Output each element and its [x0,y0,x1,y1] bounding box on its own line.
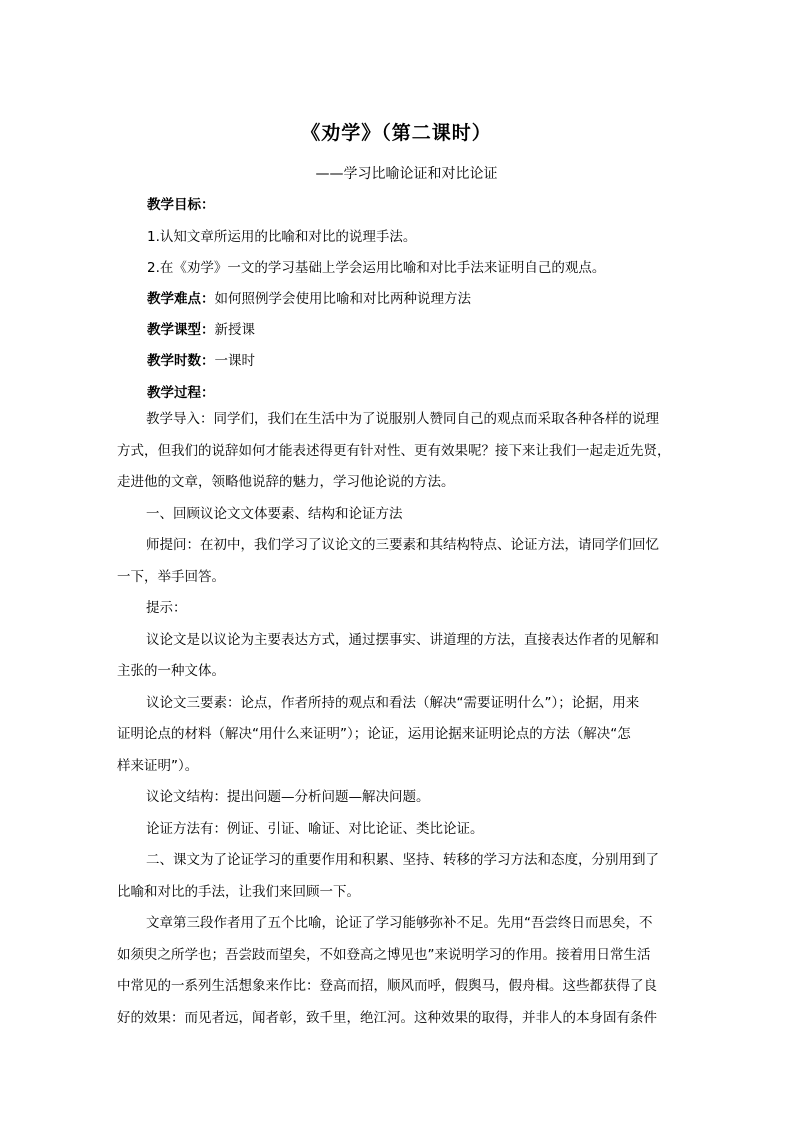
body-line: 议论文是以议论为主要表达方式，通过摆事实、讲道理的方法，直接表达作者的见解和 [146,631,659,648]
body-line: 论证方法有：例证、引证、喻证、对比论证、类比论证。 [146,820,484,837]
body-line: 二、课文为了论证学习的重要作用和积累、坚持、转移的学习方法和态度，分别用到了 [146,852,659,868]
lesson-type-value: 新授课 [214,322,255,338]
document-subtitle: ——学习比喻论证和对比论证 [315,166,498,182]
body-line: 证明论点的材料（解决“用什么来证明”）；论证，运用论据来证明论点的方法（解决“怎 [117,726,631,742]
body-line: 主张的一种文体。 [117,663,225,679]
body-line: 走进他的文章，领略他说辞的魅力，学习他论说的方法。 [117,474,455,490]
difficulty-row [147,290,471,308]
difficulty-value: 如何照例学会使用比喻和对比两种说理方法 [214,291,471,307]
process-heading: 教学过程： [147,385,215,401]
body-line: 师提问：在初中，我们学习了议论文的三要素和其结构特点、论证方法，请同学们回忆 [146,537,659,553]
body-line: 如须臾之所学也；吾尝跂而望矣，不如登高之博见也”来说明学习的作用。接着用日常生活 [117,946,651,963]
lesson-type-label: 教学课型： [147,322,215,338]
hours-value: 一课时 [214,353,255,369]
body-line: 提示： [146,600,187,616]
goal-item: 2.在《劝学》一文的学习基础上学会运用比喻和对比手法来证明自己的观点。 [147,260,606,276]
body-line: 议论文三要素：论点，作者所持的观点和看法（解决“需要证明什么”）；论据，用来 [146,694,640,711]
body-line: 议论文结构：提出问题—分析问题—解决问题。 [146,789,430,805]
body-line: 方式，但我们的说辞如何才能表述得更有针对性、更有效果呢？接下来让我们一起走近先贤， [117,442,671,459]
hours-row [147,352,255,370]
body-text [117,404,677,1034]
body-line: 一、回顾议论文文体要素、结构和论证方法 [146,505,403,522]
document-title: 《劝学》（第二课时） [301,122,492,144]
hours-label: 教学时数： [147,353,215,369]
body-line: 教学导入：同学们，我们在生活中为了说服别人赞同自己的观点而采取各种各样的说理 [146,411,659,427]
body-line: 文章第三段作者用了五个比喻，论证了学习能够弥补不足。先用“吾尝终日而思矣，不 [146,915,653,931]
goal-item: 1.认知文章所运用的比喻和对比的说理手法。 [147,229,417,245]
body-line: 好的效果：而见者远，闻者彰，致千里，绝江河。这种效果的取得，并非人的本身固有条件 [117,1009,657,1026]
body-line: 一下，举手回答。 [117,568,225,585]
lesson-type-row [147,321,255,339]
body-line: 中常见的一系列生活想象来作比：登高而招，顺风而呼，假舆马，假舟楫。这些都获得了良 [117,978,657,994]
body-line: 样来证明”）。 [117,757,199,774]
body-line: 比喻和对比的手法，让我们来回顾一下。 [117,883,360,900]
difficulty-label: 教学难点： [147,291,215,307]
goals-heading: 教学目标： [147,197,215,213]
